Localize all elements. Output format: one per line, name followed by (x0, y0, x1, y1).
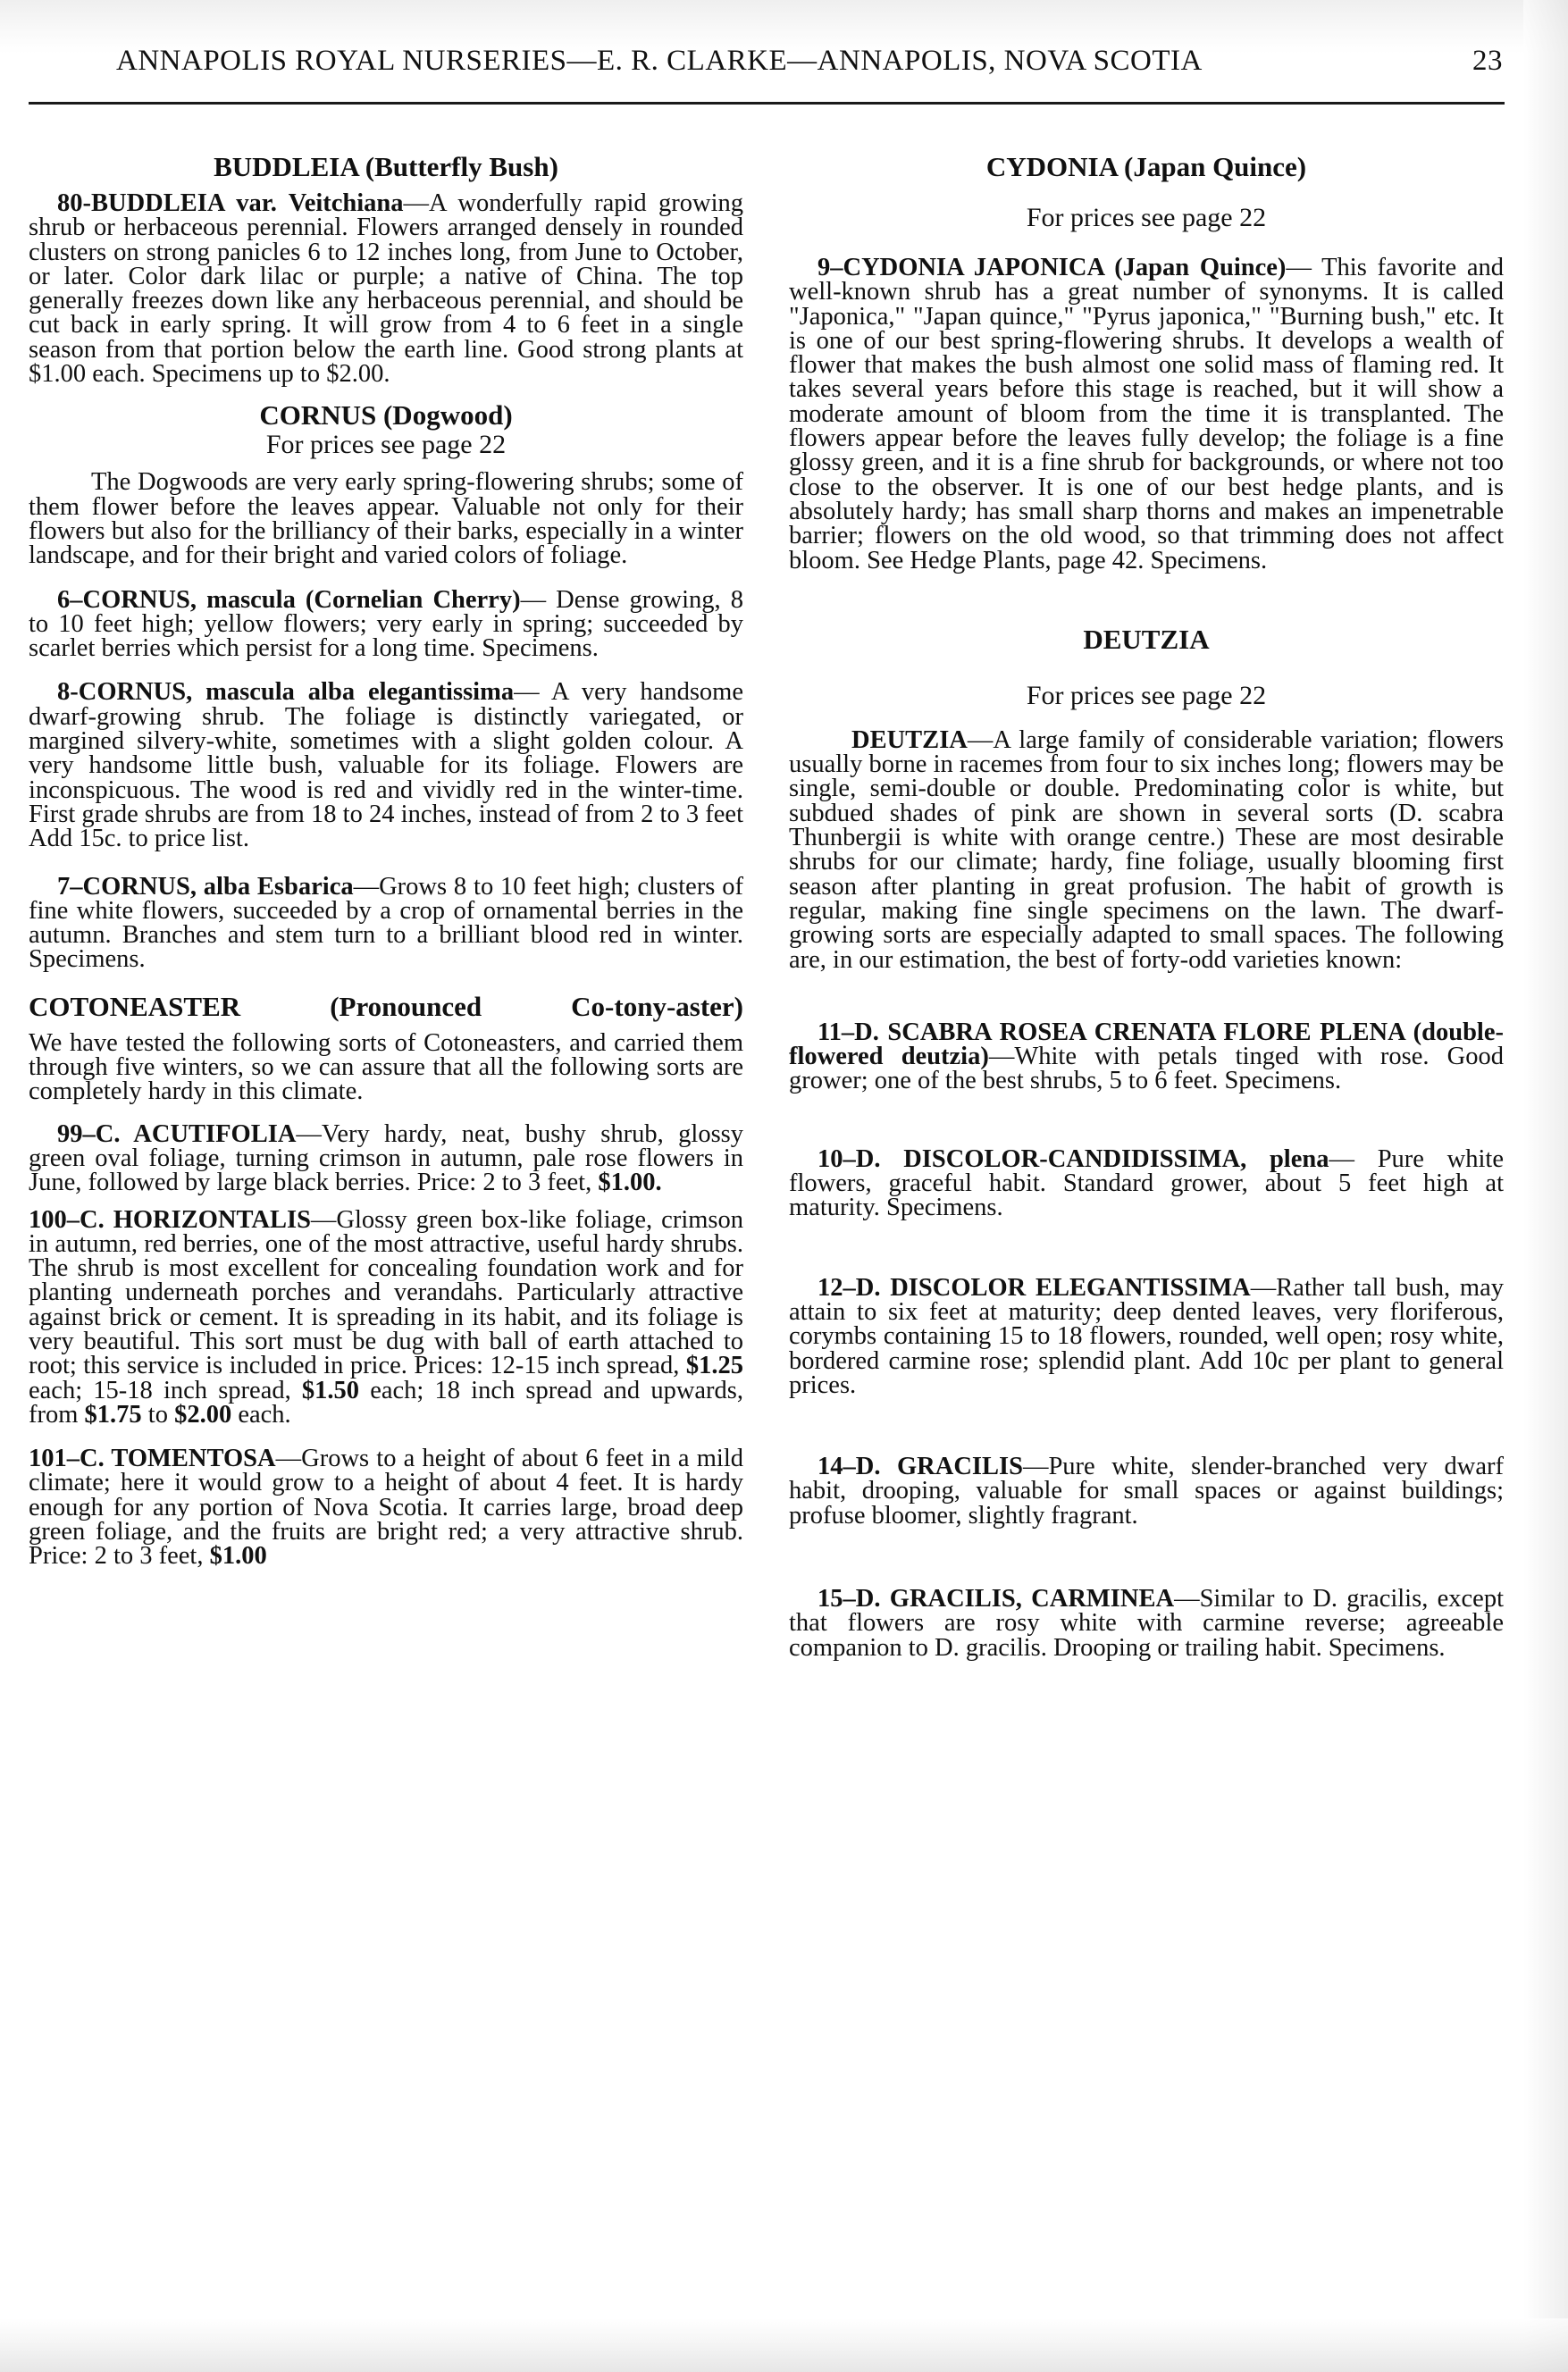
catalog-entry (789, 1273, 1505, 1399)
entry-name: 9–CYDONIA JAPONICA (Japan Quince) (818, 254, 1287, 281)
entry-text: —A large family of considerable variation; flowers usually borne in racemes from four to six inches long; flowers may be single, semi-double or double. Predominating color is white, but subdued shades of pink are shown in several sorts (D. scabra Thunbergii is white with orange centre.) These are most desirable shrubs for our climate; hardy, fine foliage, usually blooming first season after planting in great profusion. The habit of growth is regular, making fine single specimens on the lawn. The dwarf-growing sorts are especially adapted to small spaces. The following are, in our estimation, the best of forty-odd varieties known: (789, 725, 1504, 974)
entry-price: $1.00 (209, 1542, 267, 1571)
entry-price: $1.00. (598, 1169, 662, 1197)
entry-name: 80-BUDDLEIA var. Veitchiana (57, 189, 404, 217)
entry-price: $2.00 (174, 1400, 232, 1429)
section-heading: CORNUS (Dogwood) (259, 399, 513, 432)
entry-price: $1.25 (685, 1352, 743, 1380)
entry-name: 99–C. ACUTIFOLIA (57, 1119, 297, 1148)
catalog-entry (29, 189, 744, 389)
entry-text: —Pure white, slender-branched very dwarf habit, drooping, valuable for small spaces or against buildings; profuse bloomer, slightly fragrant. (789, 1453, 1504, 1530)
entry-text: —Rather tall bush, may attain to six feet at maturity; deep dented leaves, very floriferous, corymbs containing 15 to 18 flowers, rounded, well open; rosy white, bordered carmine rose; splendid plant. Add 10c per plant to general prices. (789, 1273, 1505, 1399)
entry-name: 14–D. GRACILIS (818, 1453, 1023, 1481)
entry-price: $1.75 (84, 1400, 142, 1429)
entry-text: — A very handsome dwarf-growing shrub. The foliage is distinctly variegated, or margined silvery-white, sometimes with a slight golden colour. A very handsome little bush, valuable for its foliage. Flowers are inconspicuous. The wood is red and vividly red in the winter-time. First grade shrubs are from 18 to 24 inches, instead of from 2 to 3 feet Add 15c. to price list. (29, 678, 743, 853)
entry-name: DEUTZIA (851, 725, 968, 754)
section-buddleia (29, 151, 744, 389)
entry-text: —Similar to D. gracilis, except that flowers are rosy white with carmine reverse; agreeable companion to D. gracilis. Drooping or trailing habit. Specimens. (789, 1584, 1504, 1662)
section-heading: BUDDLEIA (Butterfly Bush) (214, 151, 558, 182)
entry-name: 100–C. HORIZONTALIS (29, 1205, 311, 1234)
entry-name: 8-CORNUS, mascula alba elegantissima (57, 678, 515, 707)
catalog-entry (29, 872, 743, 974)
entry-name: 11–D. SCABRA ROSEA CRENATA FLORE PLENA (double-flowered deutzia) (789, 1018, 1504, 1071)
section-cotoneaster (29, 992, 743, 1569)
catalog-entry (29, 1205, 744, 1429)
catalog-entry (29, 1119, 743, 1197)
catalog-entry (789, 1584, 1504, 1662)
entry-text: — Pure white flowers, graceful habit. Standard grower, about 5 feet high at maturity. Specimens. (789, 1144, 1504, 1222)
section-subheading: For prices see page 22 (1026, 203, 1267, 232)
section-intro (789, 725, 1504, 974)
entry-name: 10–D. DISCOLOR-CANDIDISSIMA, plena (818, 1144, 1329, 1173)
entry-text: each; 15-18 inch spread, (29, 1376, 302, 1404)
page-edge-shading-bottom (0, 2318, 1568, 2372)
entry-text: —Grows 8 to 10 feet high; clusters of fine white flowers, succeeded by a crop of ornamental berries in the autumn. Branches and stem turn to a brilliant blood red in winter. Specimens. (29, 872, 743, 974)
entry-text: —Glossy green box-like foliage, crimson in autumn, red berries, one of the most attractive, useful hardy shrubs. The shrub is most excellent for concealing foundation work and for planting underneath porches and verandahs. Particularly attractive against brick or cement. It is spreading in its habit, and its foliage is very beautiful. This sort must be dug with ball of earth attached to root; this service is included in price. Prices: 12-15 inch spread, (29, 1205, 743, 1380)
entry-name: 7–CORNUS, alba Esbarica (57, 872, 354, 901)
section-heading: COTONEASTER (Pronounced Co-tony-aster) (29, 990, 743, 1022)
entry-name: 12–D. DISCOLOR ELEGANTISSIMA (818, 1273, 1251, 1302)
catalog-entry (29, 1445, 743, 1571)
catalog-entry (789, 1454, 1504, 1528)
catalog-entry (29, 585, 743, 663)
catalog-entry (789, 1020, 1504, 1094)
entry-text: — Dense growing, 8 to 10 feet high; yellow flowers; very early in spring; succeeded by scarlet berries which persist for a long time. Specimens. (29, 585, 743, 663)
page-edge-shading-right (1523, 0, 1568, 2372)
right-column (789, 143, 1504, 1660)
section-deutzia (789, 624, 1504, 1660)
section-cydonia (789, 152, 1504, 573)
section-cornus (29, 399, 743, 974)
entry-text: —A wonderfully rapid growing shrub or herbaceous perennial. Flowers arranged densely in rounded clusters on strong panicles 6 to 12 inches long, from June to October, or later. Color dark lilac or purple; a native of China. The top generally freezes down like any herbaceous perennial, and should be cut back in early spring. It will grow from 4 to 6 feet in a single season from that portion below the earth line. Good strong plants at $1.00 each. Specimens up to $2.00. (29, 189, 744, 389)
catalog-entry (789, 256, 1504, 573)
entry-text: —Very hardy, neat, bushy shrub, glossy green oval foliage, turning crimson in autumn, pale rose flowers in June, followed by large black berries. Price: 2 to 3 feet, (29, 1119, 743, 1197)
header-rule (29, 102, 1505, 105)
section-intro: The Dogwoods are very early spring-flowering shrubs; some of them flower before the leaves appear. Valuable not only for their flowers but also for the brilliancy of their barks, especially in a winter landscape, and for their bright and varied colors of foliage. (29, 468, 743, 570)
section-subheading: For prices see page 22 (1026, 680, 1267, 710)
entry-text: —Grows to a height of about 6 feet in a mild climate; here it would grow to a height of about 4 feet. It is hardy enough for any portion of Nova Scotia. It carries large, broad deep green foliage, and the fruits are bright red; a very attractive shrub. Price: 2 to 3 feet, (29, 1445, 743, 1571)
section-intro: We have tested the following sorts of Cotoneasters, and carried them through five winters, so we can assure that all the following sorts are completely hardy in this climate. (29, 1028, 743, 1106)
entry-text: each. (231, 1400, 291, 1429)
entry-name: 101–C. TOMENTOSA (29, 1445, 276, 1473)
running-head (116, 45, 1510, 78)
section-subheading: For prices see page 22 (265, 430, 507, 460)
left-column (29, 143, 743, 1569)
catalog-entry (29, 680, 743, 851)
entry-price: $1.50 (301, 1376, 360, 1404)
running-head-title: ANNAPOLIS ROYAL NURSERIES—E. R. CLARKE—ANNAPOLIS, NOVA SCOTIA (116, 45, 1203, 77)
entry-text: each; 18 inch spread and upwards, from (29, 1376, 744, 1429)
entry-text: — This favorite and well-known shrub has a great number of synonyms. It is called "Japonica," "Japan quince," "Pyrus japonica," "Burning bush," etc. It is one of our best spring-flowering shrubs. It develops a wealth of flower that makes the bush almost one solid mass of flaming red. It takes several years before this stage is reached, but it will show a moderate amount of bloom from the time it is transplanted. The flowers appear before the leaves fully develop; the foliage is a fine glossy green, and it is a fine shrub for backgrounds, or where not too close to the observer. It is one of our best hedge plants, and is absolutely hardy; has small sharp thorns and makes an impenetrable barrier; flowers on the old wood, so that trimming does not affect bloom. See Hedge Plants, page 42. Specimens. (789, 254, 1504, 574)
section-heading: CYDONIA (Japan Quince) (985, 151, 1307, 182)
entry-text: to (141, 1400, 175, 1429)
page-number: 23 (1472, 45, 1503, 77)
entry-name: 6–CORNUS, mascula (Cornelian Cherry) (57, 585, 521, 614)
catalog-entry (789, 1144, 1504, 1222)
entry-text: —White with petals tinged with rose. Good grower; one of the best shrubs, 5 to 6 feet. Specimens. (789, 1043, 1505, 1095)
section-heading: DEUTZIA (1083, 623, 1210, 655)
entry-name: 15–D. GRACILIS, CARMINEA (818, 1584, 1175, 1613)
